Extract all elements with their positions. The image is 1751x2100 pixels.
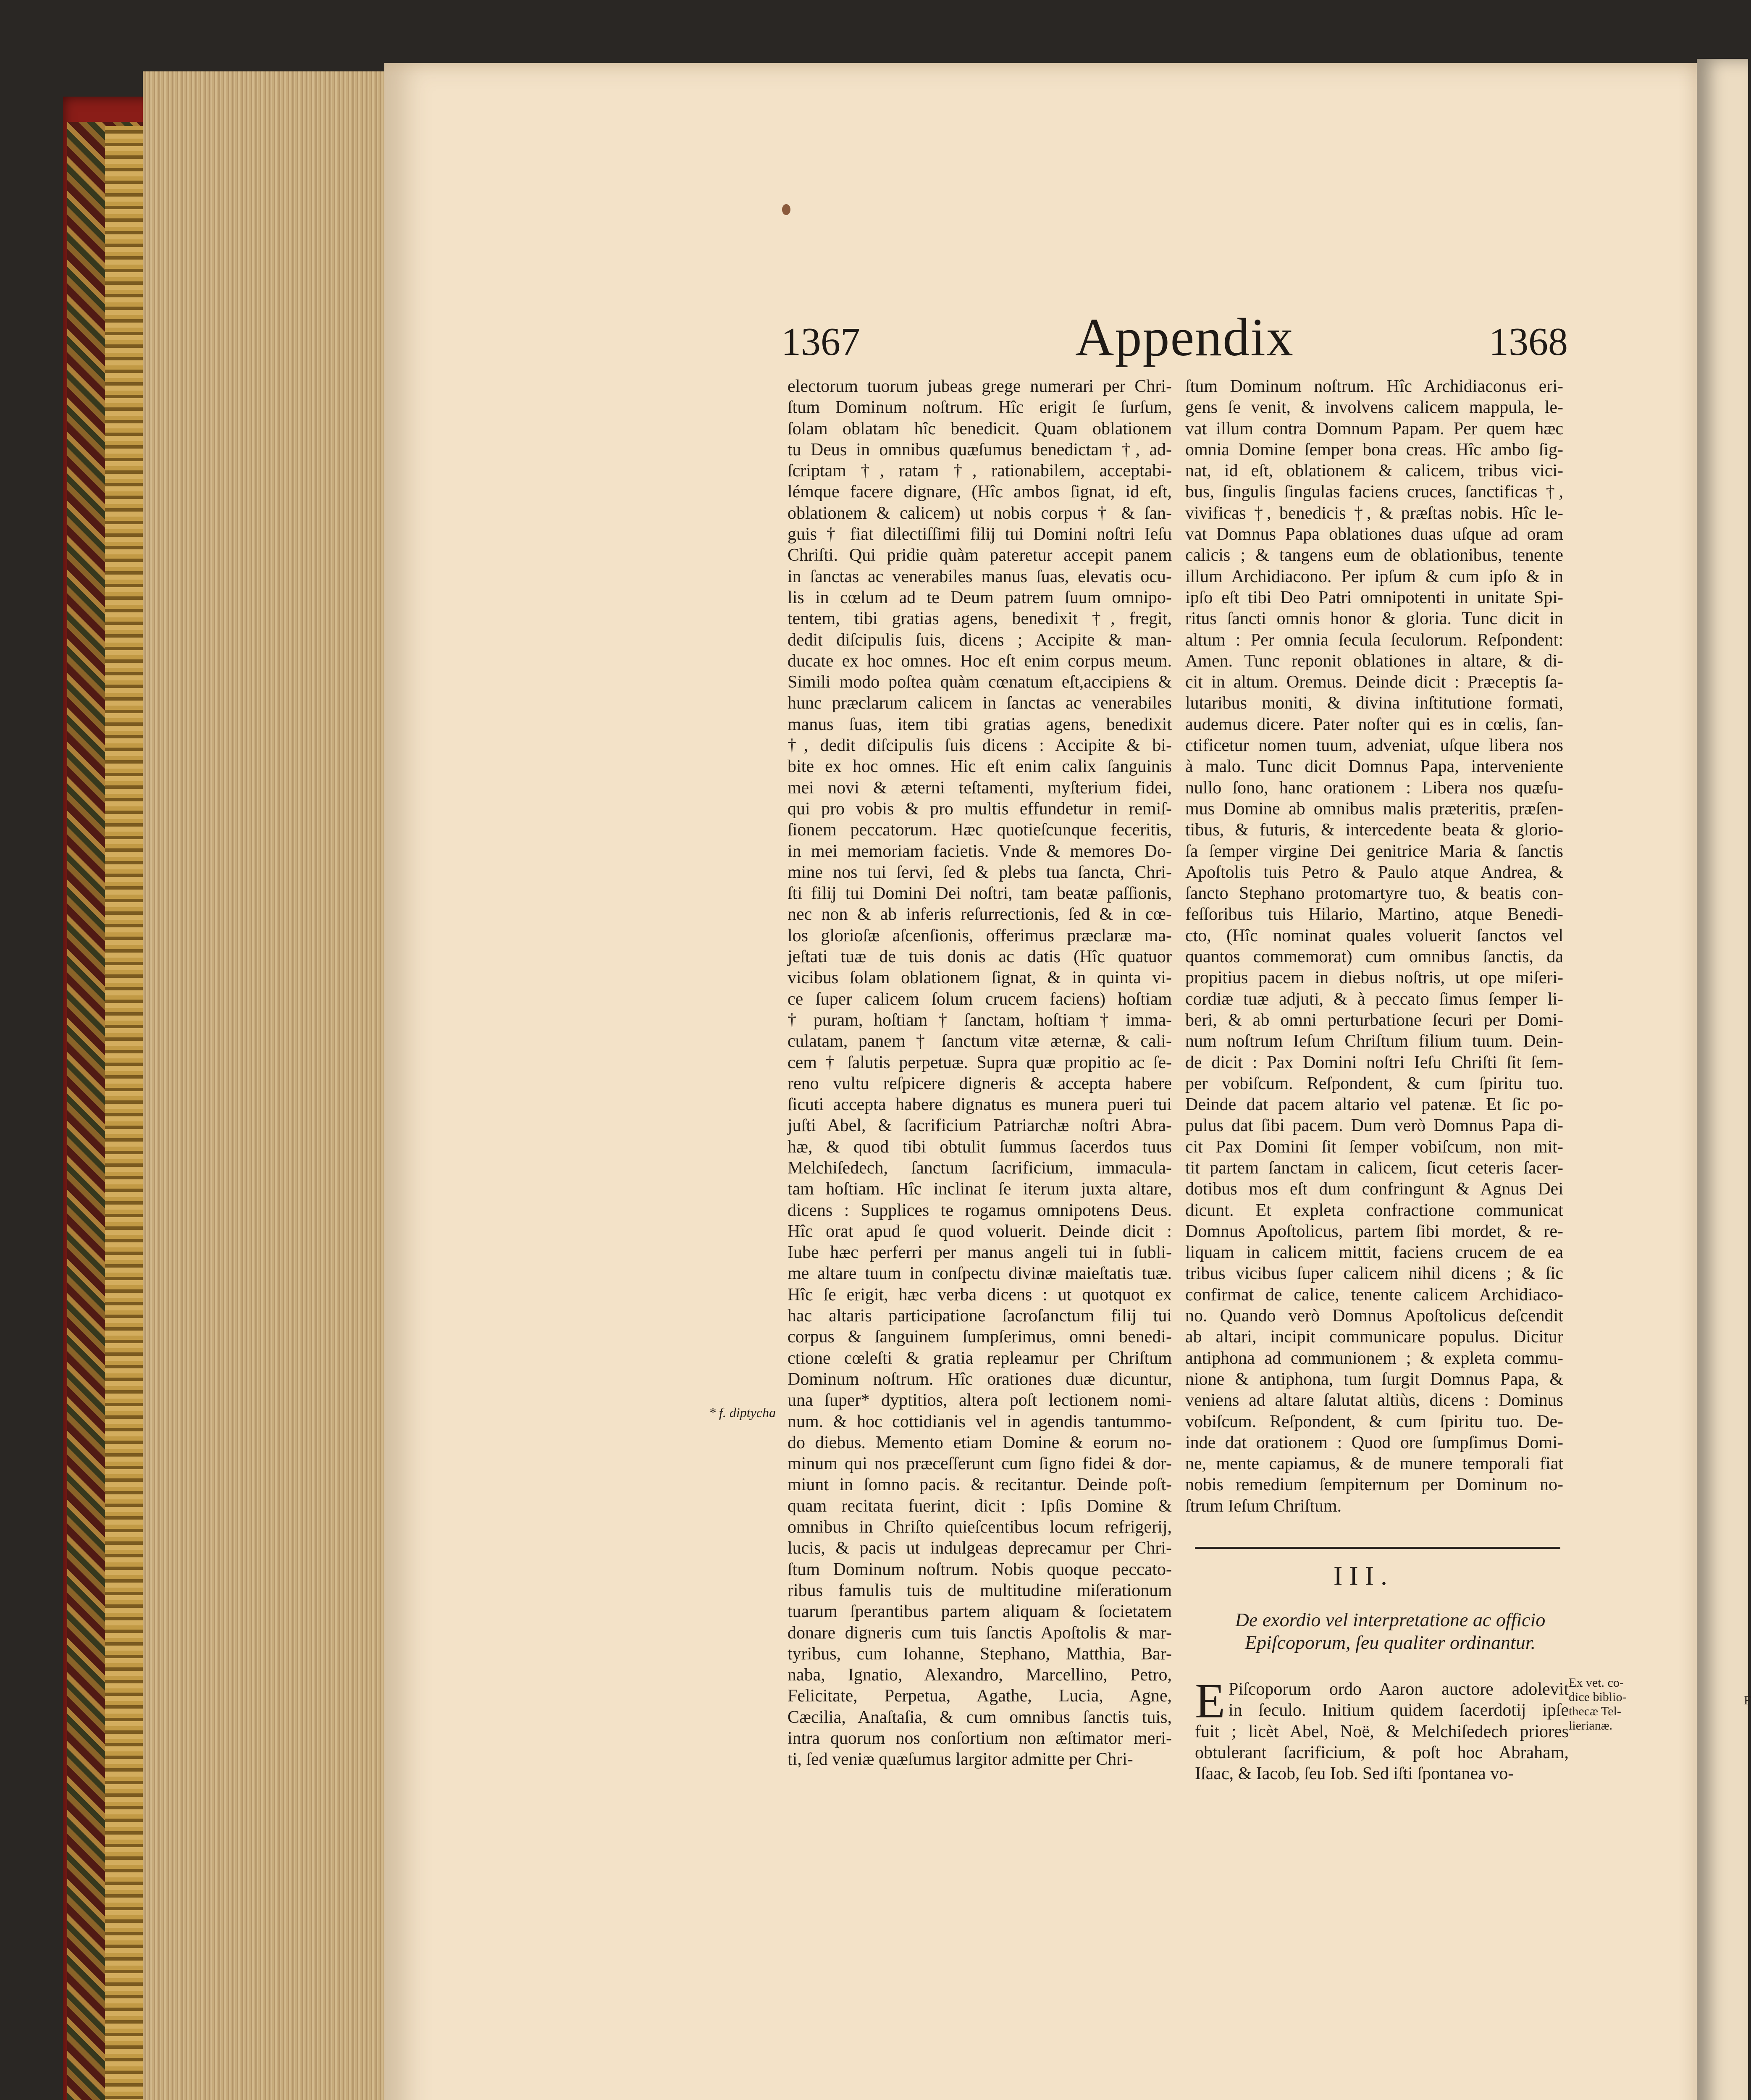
text-line: culatam, panem † ſanctum vitæ æternæ, & cali- <box>788 1032 1172 1051</box>
text-line: reno vultu reſpicere digneris & accepta habere <box>788 1074 1172 1093</box>
text-line: pulus dat ſibi pacem. Dum verò Domnus Papa di- <box>1185 1116 1563 1136</box>
left-text-column <box>788 376 1172 1770</box>
margin-note-line: dice biblio- <box>1569 1690 1627 1704</box>
text-line: una ſuper* dyptitios, altera poſt lectionem nomi- <box>788 1391 1172 1410</box>
text-line: Dominum noſtrum. Hîc orationes duæ dicuntur, <box>788 1369 1172 1389</box>
text-line: dicunt. Et expleta confractione communicat <box>1185 1200 1563 1220</box>
text-line: tentem, tibi gratias agens, benedixit †, fregit, <box>788 609 1172 629</box>
section-title-line-2: Epiſcoporum, ſeu qualiter ordinantur. <box>1244 1632 1536 1653</box>
text-line: ſti filij tui Domini Dei noſtri, tam beatæ paſſionis, <box>788 884 1172 903</box>
page-block-edge <box>143 71 386 2100</box>
text-line: veniens ad altare ſalutat altiùs, dicens : Dominus <box>1185 1391 1563 1410</box>
margin-note-line: thecæ Tel- <box>1569 1704 1621 1718</box>
text-line: ſionem peccatorum. Hæc quotieſcunque feceritis, <box>788 820 1172 840</box>
text-line: mus Domine ab omnibus malis præteritis, præſen- <box>1185 799 1563 819</box>
text-line: mei novi & æterni teſtamenti, myſterium fidei, <box>788 778 1172 798</box>
text-line: nec non & ab inferis reſurrectionis, ſed & in cœ- <box>788 905 1172 924</box>
text-line: vat Domnus Papa oblationes duas uſque ad oram <box>1185 525 1563 544</box>
text-line: ritus ſancti omnis honor & gloria. Tunc dicit in <box>1185 609 1563 629</box>
text-line: dotibus mos eſt dum confringunt & Agnus Dei <box>1185 1179 1563 1199</box>
text-line: †, dedit diſcipulis ſuis dicens : Accipite & bi- <box>788 736 1172 756</box>
text-line: ſtum Dominum noſtrum. Hîc Archidiaconus eri- <box>1185 377 1563 396</box>
text-line: tu Deus in omnibus quæſumus benedictam †, ad- <box>788 440 1172 459</box>
text-line: corpus & ſanguinem ſumpſerimus, omni benedi- <box>788 1327 1172 1347</box>
text-line: do diebus. Memento etiam Domine & eorum no- <box>788 1433 1172 1452</box>
text-line: manus ſuas, item tibi gratias agens, benedixit <box>788 714 1172 734</box>
text-line: naba, Ignatio, Alexandro, Marcellino, Petro, <box>788 1665 1172 1685</box>
text-line: tribus vicibus ſuper calicem nihil dicens ; & ſic <box>1185 1264 1563 1284</box>
text-line: tit partem ſanctam in calicem, ſicut ceteris ſacer- <box>1185 1158 1563 1178</box>
text-line: vat illum contra Domnum Papam. Per quem hæc <box>1185 419 1563 438</box>
text-line: vobiſcum. Reſpondent, & cum ſpiritu tuo. De- <box>1185 1412 1563 1431</box>
text-line: Simili modo poſtea quàm cœnatum eſt,accipiens & <box>788 672 1172 692</box>
section-title-line-1: De exordio vel interpretatione ac officio <box>1235 1609 1546 1630</box>
text-line: ſtrum Ieſum Chriſtum. <box>1185 1496 1342 1516</box>
text-line: nullo ſono, hanc orationem : Libera nos quæſu- <box>1185 778 1563 798</box>
margin-note-source <box>1569 1676 1636 1733</box>
text-line: propitius pacem in diebus noſtris, ut ope miſeri- <box>1185 968 1563 988</box>
text-line: ctione cœleſti & gratia repleamur per Chriſtum <box>788 1348 1172 1368</box>
text-line: in ſanctas ac venerabiles manus ſuas, elevatis ocu- <box>788 567 1172 586</box>
text-line: Amen. Tunc reponit oblationes in altare, & di- <box>1185 651 1563 671</box>
text-line: ducate ex hoc omnes. Hoc eſt enim corpus meum. <box>788 651 1172 671</box>
facing-page-edge <box>1697 59 1748 2100</box>
text-line: altum : Per omnia ſecula ſeculorum. Reſpondent: <box>1185 630 1563 650</box>
text-line: ce ſuper calicem ſolum crucem faciens) hoſtiam <box>788 989 1172 1009</box>
text-line: num. & hoc cottidianis vel in agendis tantummo- <box>788 1412 1172 1431</box>
text-line: nat, id eſt, oblationem & calicem, tribus vici- <box>1185 461 1563 481</box>
facing-page-glyph: F <box>1744 1693 1751 1707</box>
text-line: ſtum Dominum noſtrum. Hîc erigit ſe ſurſum, <box>788 398 1172 417</box>
text-line: calicis ; & tangens eum de oblationibus, tenente <box>1185 546 1563 565</box>
text-line: inde dat orationem : Quod ore ſumpſimus Domi- <box>1185 1433 1563 1452</box>
text-line: ne, mente capiamus, & de munere temporali fiat <box>1185 1454 1563 1474</box>
text-line: tyribus, cum Iohanne, Stephano, Matthia, Bar- <box>788 1644 1172 1664</box>
text-line: dicens : Supplices te rogamus omnipotens Deus. <box>788 1200 1172 1220</box>
text-line: gens ſe venit, & involvens calicem mappula, le- <box>1185 398 1563 417</box>
text-line: Felicitate, Perpetua, Agathe, Lucia, Agne, <box>788 1686 1172 1706</box>
text-line: hæ, & quod tibi obtulit ſummus ſacerdos tuus <box>788 1137 1172 1157</box>
text-line: ipſo eſt tibi Deo Patri omnipotenti in unitate Spi- <box>1185 588 1563 607</box>
text-line: antiphona ad communionem ; & expleta commu- <box>1185 1348 1563 1368</box>
text-line: lutaribus moniti, & divina inſtitutione formati, <box>1185 693 1563 713</box>
text-line: ſtum Dominum noſtrum. Nobis quoque peccato- <box>788 1559 1172 1579</box>
text-line: confirmat de calice, tenente calicem Archidiaco- <box>1185 1285 1563 1305</box>
text-line: Hîc orat apud ſe quod voluerit. Deinde dicit : <box>788 1221 1172 1241</box>
text-line: cto, (Hîc nominat quales voluerit ſanctos vel <box>1185 926 1563 945</box>
text-line: Piſcoporum ordo Aaron auctore adolevit <box>1229 1680 1569 1699</box>
margin-note-line: Ex vet. co- <box>1569 1676 1624 1690</box>
text-line: de dicit : Pax Domini noſtri Ieſu Chriſti ſit ſem- <box>1185 1053 1563 1072</box>
text-line: liquam in calicem mittit, faciens crucem de ea <box>1185 1243 1563 1263</box>
section-number: III. <box>1334 1561 1394 1591</box>
text-line: lémque facere dignare, (Hîc ambos ſignat, id eſt, <box>788 482 1172 502</box>
section-title <box>1210 1609 1571 1654</box>
text-line: quam recitata fuerint, dicit : Ipſis Domine & <box>788 1496 1172 1516</box>
text-line: feſſoribus tuis Hilario, Martino, atque Benedi- <box>1185 905 1563 924</box>
right-text-column <box>1185 376 1563 1517</box>
text-line: in ſeculo. Initium quidem ſacerdotij ipſe <box>1229 1701 1569 1720</box>
text-line: lucis, & pacis ut indulgeas deprecamur per Chri- <box>788 1538 1172 1558</box>
text-line: juſti Abel, & ſacrificium Patriarchæ noſtri Abra- <box>788 1116 1172 1136</box>
text-line: no. Quando verò Domnus Apoſtolicus deſcendit <box>1185 1306 1563 1326</box>
text-line: miunt in ſomno pacis. & recitantur. Deinde poſt- <box>788 1475 1172 1495</box>
text-line: ſicuti accepta habere dignatus es munera pueri tui <box>788 1095 1172 1115</box>
section-rule <box>1195 1547 1560 1549</box>
text-line: beri, & ab omni perturbatione ſecuri per Domi- <box>1185 1010 1563 1030</box>
text-line: ab altari, incipit communicare populus. Dicitur <box>1185 1327 1563 1347</box>
text-line: ſolam oblatam hîc benedicit. Quam oblationem <box>788 419 1172 438</box>
text-line: ſancto Stephano protomartyre tuo, & beatis con- <box>1185 884 1563 903</box>
text-line: tam hoſtiam. Hîc inclinat ſe iterum juxta altare, <box>788 1179 1172 1199</box>
text-line: Melchiſedech, ſanctum ſacrificium, immacula- <box>788 1158 1172 1178</box>
text-line: hac altaris participatione ſacroſanctum filij tui <box>788 1306 1172 1326</box>
text-line: omnibus in Chriſto quieſcentibus locum refrigerij, <box>788 1517 1172 1537</box>
text-line: Iube hæc perferri per manus angeli tui in ſubli- <box>788 1243 1172 1263</box>
text-line: ti, ſed veniæ quæſumus largitor admitte per Chri- <box>788 1750 1133 1769</box>
text-line: cit Pax Domini ſit ſemper vobiſcum, non mit- <box>1185 1137 1563 1157</box>
text-line: illum Archidiacono. Per ipſum & cum ipſo & in <box>1185 567 1563 586</box>
text-line: tuarum ſperantibus partem aliquam & ſocietatem <box>788 1602 1172 1622</box>
text-line: intra quorum nos conſortium non æſtimator meri- <box>788 1729 1172 1748</box>
text-line: audemus dicere. Pater noſter qui es in cœlis, ſan- <box>1185 714 1563 734</box>
text-line: Chriſti. Qui pridie quàm pateretur accepit panem <box>788 546 1172 565</box>
text-line: jeſtati tuæ de tuis donis ac datis (Hîc quatuor <box>788 947 1172 967</box>
text-line: Domnus Apoſtolicus, partem ſibi mordet, & re- <box>1185 1221 1563 1241</box>
section-body <box>1195 1679 1569 1784</box>
text-line: ribus famulis tuis de multitudine miſerationum <box>788 1580 1172 1600</box>
text-line: quantos commemorat) cum omnibus ſanctis, da <box>1185 947 1563 967</box>
text-line: hunc præclarum calicem in ſanctas ac venerabiles <box>788 693 1172 713</box>
text-line: ſcriptam †, ratam †, rationabilem, acceptabi- <box>788 461 1172 481</box>
ink-stain <box>782 204 790 215</box>
text-line: Iſaac, & Iacob, ſeu Iob. Sed iſti ſpontanea vo- <box>1195 1764 1514 1784</box>
text-line: los glorioſæ aſcenſionis, offerimus præclaræ ma- <box>788 926 1172 945</box>
text-line: nobis remedium ſempiternum per Dominum no- <box>1185 1475 1563 1495</box>
margin-note-line: lierianæ. <box>1569 1719 1613 1732</box>
text-line: Apoſtolis tuis Petro & Paulo atque Andrea, & <box>1185 862 1563 882</box>
text-line: in mei memoriam facietis. Vnde & memores Do- <box>788 841 1172 861</box>
text-line: donare digneris cum tuis ſanctis Apoſtolis & mar- <box>788 1623 1172 1643</box>
drop-cap: E <box>1195 1673 1226 1728</box>
text-line: guis † fiat dilectiſſimi filij tui Domini noſtri Ieſu <box>788 525 1172 544</box>
text-line: me altare tuum in conſpectu divinæ maieſtatis tuæ. <box>788 1264 1172 1284</box>
text-line: Hîc ſe erigit, hæc verba dicens : ut quotquot ex <box>788 1285 1172 1305</box>
left-page-number: 1367 <box>781 320 860 364</box>
right-page-number: 1368 <box>1489 320 1568 364</box>
text-line: lis in cœlum ad te Deum patrem ſuum omnipo- <box>788 588 1172 607</box>
text-line: per vobiſcum. Reſpondent, & cum ſpiritu tuo. <box>1185 1074 1563 1093</box>
text-line: oblationem & calicem) ut nobis corpus † & ſan- <box>788 503 1172 523</box>
margin-note-diptycha: * f. diptycha <box>709 1405 776 1420</box>
text-line: nione & antiphona, tum ſurgit Domnus Papa, & <box>1185 1369 1563 1389</box>
running-title: Appendix <box>1075 307 1294 367</box>
text-line: omnia Domine ſemper bona creas. Hîc ambo ſig- <box>1185 440 1563 459</box>
text-line: vivificas †, benedicis †, & præſtas nobis. Hîc le- <box>1185 503 1563 523</box>
text-line: à malo. Tunc dicit Domnus Papa, interveniente <box>1185 757 1563 777</box>
text-line: fuit ; licèt Abel, Noë, & Melchiſedech priores <box>1195 1722 1569 1741</box>
text-line: obtulerant ſacrificium, & poſt hoc Abraham, <box>1195 1743 1569 1762</box>
text-line: dedit diſcipulis ſuis, dicens ; Accipite & man- <box>788 630 1172 650</box>
text-line: Deinde dat pacem altario vel patenæ. Et ſic po- <box>1185 1095 1563 1115</box>
text-line: ſa ſemper virgine Dei genitrice Maria & ſanctis <box>1185 841 1563 861</box>
text-line: cem † ſalutis perpetuæ. Supra quæ propitio ac ſe- <box>788 1053 1172 1072</box>
text-line: tibus, & futuris, & intercedente beata & glorio- <box>1185 820 1563 840</box>
text-line: electorum tuorum jubeas grege numerari per Chri- <box>788 377 1172 396</box>
text-line: vicibus ſolam oblationem ſignat, & in quinta vi- <box>788 968 1172 988</box>
text-line: num noſtrum Ieſum Chriſtum filium tuum. Dein- <box>1185 1032 1563 1051</box>
text-line: mine nos tui ſervi, ſed & plebs tua ſancta, Chri- <box>788 862 1172 882</box>
text-line: bus, ſingulis ſingulas faciens cruces, ſanctificas †, <box>1185 482 1563 502</box>
text-line: qui pro vobis & pro multis effundetur in remiſ- <box>788 799 1172 819</box>
text-line: ctificetur nomen tuum, adveniat, uſque libera nos <box>1185 736 1563 756</box>
text-line: bite ex hoc omnes. Hic eſt enim calix ſanguinis <box>788 757 1172 777</box>
text-line: Cæcilia, Anaſtaſia, & cum omnibus ſanctis tuis, <box>788 1707 1172 1727</box>
text-line: cit in altum. Oremus. Deinde dicit : Præceptis ſa- <box>1185 672 1563 692</box>
text-line: minum qui nos præceſſerunt cum ſigno fidei & dor- <box>788 1454 1172 1474</box>
text-line: † puram, hoſtiam † ſanctam, hoſtiam † imma- <box>788 1010 1172 1030</box>
text-line: cordiæ tuæ adjuti, & à peccato ſimus ſemper li- <box>1185 989 1563 1009</box>
